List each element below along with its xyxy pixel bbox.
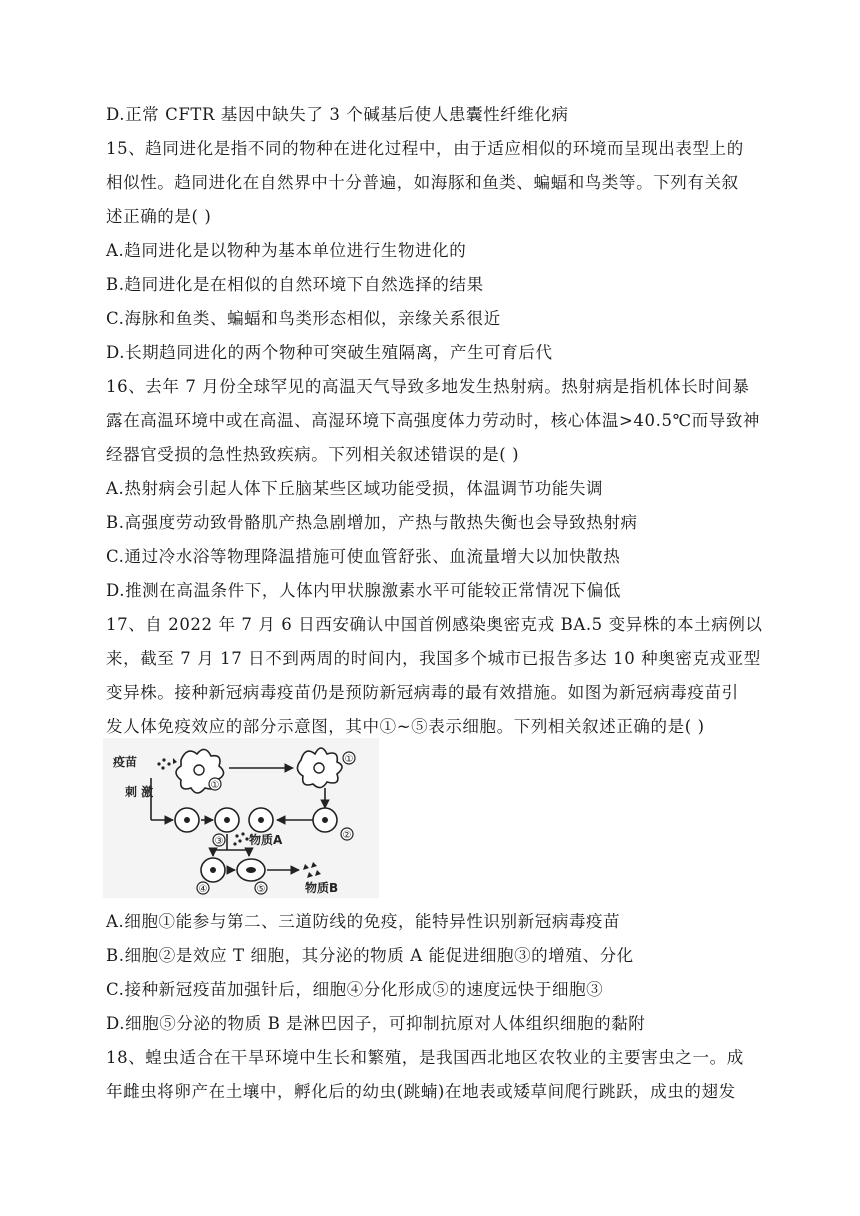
- q17-option-c: C.接种新冠疫苗加强针后，细胞④分化形成⑤的速度远快于细胞③: [106, 980, 604, 999]
- cell-number-2: ②: [342, 830, 352, 841]
- substance-b-marks: [303, 862, 321, 878]
- q16-option-c: C.通过冷水浴等物理降温措施可使血管舒张、血流量增大以加快散热: [106, 547, 621, 566]
- q15-stem-line-1: 15、趋同进化是指不同的物种在进化过程中，由于适应相似的环境而呈现出表型上的: [106, 139, 744, 158]
- q17-option-d: D.细胞⑤分泌的物质 B 是淋巴因子，可抑制抗原对人体组织细胞的黏附: [106, 1014, 646, 1033]
- q16-stem-line-3: 经器官受损的急性热致疾病。下列相关叙述错误的是( ): [106, 445, 520, 464]
- immune-response-diagram: [103, 738, 379, 898]
- cell-number-1: ①: [210, 780, 220, 791]
- dendritic-cell: [297, 748, 342, 788]
- substance-a-label: 物质A: [249, 833, 283, 847]
- cell-number-4: ④: [198, 884, 208, 895]
- q17-stem-line-1: 17、自 2022 年 7 月 6 日西安确认中国首例感染奥密克戎 BA.5 变异株的本土病例以: [106, 615, 763, 634]
- q17-option-b: B.细胞②是效应 T 细胞，其分泌的物质 A 能促进细胞③的增殖、分化: [106, 946, 634, 965]
- vaccine-particles: [157, 758, 177, 770]
- vaccine-label: 疫苗: [113, 755, 138, 769]
- cell-row: [175, 808, 337, 832]
- q16-stem-line-1: 16、去年 7 月份全球罕见的高温天气导致多地发生热射病。热射病是指机体长时间暴: [106, 377, 750, 396]
- q18-stem-line-1: 18、蝗虫适合在干旱环境中生长和繁殖，是我国西北地区农牧业的主要害虫之一。成: [106, 1048, 744, 1067]
- q16-option-d: D.推测在高温条件下，人体内甲状腺激素水平可能较正常情况下偏低: [106, 581, 621, 600]
- q15-option-a: A.趋同进化是以物种为基本单位进行生物进化的: [106, 241, 467, 260]
- stimulus-label: 刺 激: [125, 785, 154, 799]
- cell-number-1-copy: ①: [344, 754, 354, 765]
- q17-stem-line-3: 变异株。接种新冠病毒疫苗仍是预防新冠病毒的最有效措施。如图为新冠病毒疫苗引: [106, 683, 739, 702]
- q15-stem-line-3: 述正确的是( ): [106, 207, 212, 226]
- substance-b-label: 物质B: [305, 881, 339, 895]
- cell-number-3: ③: [214, 836, 224, 847]
- q17-option-a: A.细胞①能参与第二、三道防线的免疫，能特异性识别新冠病毒疫苗: [106, 912, 621, 931]
- q15-stem-line-2: 相似性。趋同进化在自然界中十分普遍，如海豚和鱼类、蝙蝠和鸟类等。下列有关叙: [106, 173, 739, 192]
- cell-number-5: ⑤: [256, 884, 266, 895]
- q15-option-b: B.趋同进化是在相似的自然环境下自然选择的结果: [106, 275, 484, 294]
- q15-option-c: C.海脉和鱼类、蝙蝠和鸟类形态相似，亲缘关系很近: [106, 309, 501, 328]
- option-d-q14: D.正常 CFTR 基因中缺失了 3 个碱基后使人患囊性纤维化病: [106, 105, 569, 124]
- q16-stem-line-2: 露在高温环境中或在高温、高湿环境下高强度体力劳动时，核心体温>40.5℃而导致神: [106, 411, 761, 430]
- q16-option-b: B.高强度劳动致骨骼肌产热急剧增加，产热与散热失衡也会导致热射病: [106, 513, 638, 532]
- q17-stem-line-4: 发人体免疫效应的部分示意图，其中①~⑤表示细胞。下列相关叙述正确的是( ): [106, 717, 705, 736]
- q15-option-d: D.长期趋同进化的两个物种可突破生殖隔离，产生可育后代: [106, 343, 553, 362]
- q17-stem-line-2: 来，截至 7 月 17 日不到两周的时间内，我国多个城市已报告多达 10 种奥密克戎亚型: [106, 649, 761, 668]
- substance-a-dots: [233, 832, 248, 845]
- q18-stem-line-2: 年雌虫将卵产在土壤中，孵化后的幼虫(跳蝻)在地表或矮草间爬行跳跃，成虫的翅发: [106, 1082, 736, 1101]
- q16-option-a: A.热射病会引起人体下丘脑某些区域功能受损，体温调节功能失调: [106, 479, 604, 498]
